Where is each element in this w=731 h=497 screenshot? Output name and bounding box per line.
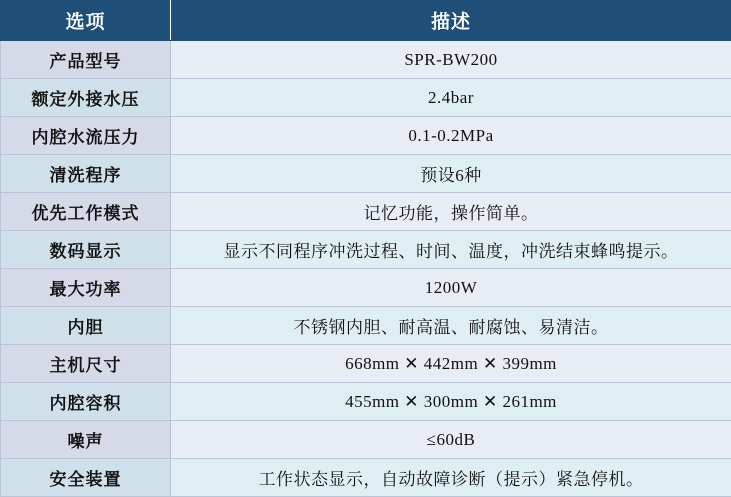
table-row: [1, 421, 731, 459]
table-row: [1, 155, 731, 193]
table-row: [1, 345, 731, 383]
row-description-value: 0.1-0.2MPa: [171, 117, 731, 155]
row-description-value: 记忆功能，操作简单。: [171, 193, 731, 231]
row-option-label: 优先工作模式: [1, 193, 171, 231]
row-option-label: 最大功率: [1, 269, 171, 307]
row-description-value: 1200W: [171, 269, 731, 307]
table-row: [1, 117, 731, 155]
row-option-label: 主机尺寸: [1, 345, 171, 383]
row-option-label: 安全装置: [1, 459, 171, 497]
row-option-label: 噪声: [1, 421, 171, 459]
row-option-label: 产品型号: [1, 41, 171, 79]
row-description-value: 668mm ✕ 442mm ✕ 399mm: [171, 345, 731, 383]
table-row: [1, 41, 731, 79]
table-row: [1, 307, 731, 345]
row-option-label: 清洗程序: [1, 155, 171, 193]
row-description-value: SPR-BW200: [171, 41, 731, 79]
column-header-description: 描述: [171, 1, 731, 41]
row-description-value: ≤60dB: [171, 421, 731, 459]
row-option-label: 数码显示: [1, 231, 171, 269]
row-option-label: 内胆: [1, 307, 171, 345]
table-row: [1, 193, 731, 231]
table-body: [1, 41, 731, 497]
row-description-value: 显示不同程序冲洗过程、时间、温度，冲洗结束蜂鸣提示。: [171, 231, 731, 269]
row-description-value: 455mm ✕ 300mm ✕ 261mm: [171, 383, 731, 421]
row-description-value: 工作状态显示，自动故障诊断（提示）紧急停机。: [171, 459, 731, 497]
table-row: [1, 383, 731, 421]
row-description-value: 预设6种: [171, 155, 731, 193]
row-description-value: 不锈钢内胆、耐高温、耐腐蚀、易清洁。: [171, 307, 731, 345]
table-header-row: [1, 1, 731, 41]
table-row: [1, 269, 731, 307]
row-option-label: 内腔水流压力: [1, 117, 171, 155]
table-row: [1, 459, 731, 497]
table-row: [1, 79, 731, 117]
row-description-value: 2.4bar: [171, 79, 731, 117]
row-option-label: 额定外接水压: [1, 79, 171, 117]
column-header-option: 选项: [1, 1, 171, 41]
table-row: [1, 231, 731, 269]
row-option-label: 内腔容积: [1, 383, 171, 421]
table-header: [1, 1, 731, 41]
